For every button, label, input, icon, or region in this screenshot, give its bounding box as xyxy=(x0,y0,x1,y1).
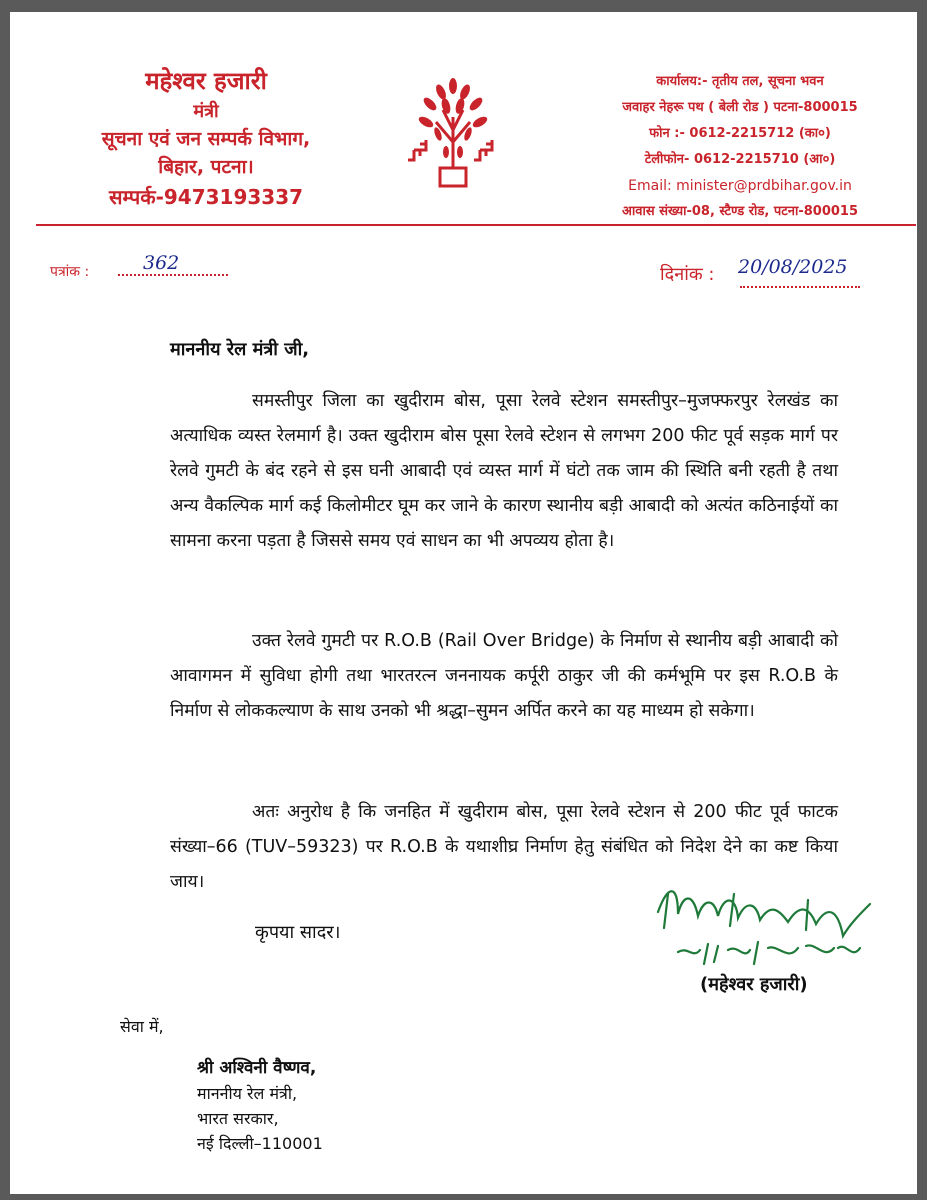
letterhead-right xyxy=(570,69,910,225)
email-address: Email: minister@prdbihar.gov.in xyxy=(628,178,852,194)
office-phone: फोन :- 0612-2215712 (का०) xyxy=(649,126,831,141)
paragraph-1: समस्तीपुर जिला का खुदीराम बोस, पूसा रेलवे स्टेशन समस्तीपुर–मुजफ्फरपुर रेलखंड का अत्याधिक व्यस्त रेलमार्ग है। उक्त खुदीराम बोस पूसा रेलवे स्टेशन से लगभग 200 फीट पूर्व सड़क मार्ग पर रेलवे गुमटी के बंद रहने से इस घनी आबादी एवं व्यस्त मार्ग में घंटो तक जाम की स्थिति बनी रहती है तथा अन्य वैकल्पिक मार्ग कई किलोमीटर घूम कर जाने के कारण स्थानीय बड़ी आबादी को अत्यंत कठिनाईयों का सामना करना पड़ता है जिससे समय एवं साधन का भी अपव्यय होता है। xyxy=(170,391,838,551)
signatory-name: (महेश्वर हजारी) xyxy=(700,974,808,995)
letter-page xyxy=(10,12,917,1194)
ref-label: पत्रांक : xyxy=(50,264,90,280)
residence-phone: टेलीफोन- 0612-2215710 (आ०) xyxy=(644,152,836,167)
letterhead-left xyxy=(56,64,356,210)
minister-designation: मंत्री xyxy=(193,101,219,122)
ref-dotted-line xyxy=(118,274,228,276)
salutation: माननीय रेल मंत्री जी, xyxy=(170,339,310,360)
recipient-address xyxy=(197,1056,323,1156)
date-value: 20/08/2025 xyxy=(738,256,848,278)
department-city: बिहार, पटना। xyxy=(158,156,254,178)
office-road: जवाहर नेहरू पथ ( बेली रोड ) पटना-800015 xyxy=(622,100,858,115)
recipient-name: श्री अश्विनी वैष्णव, xyxy=(197,1058,317,1078)
department-name: सूचना एवं जन सम्पर्क विभाग, xyxy=(101,128,311,150)
recipient-city: नई दिल्ली–110001 xyxy=(197,1134,323,1153)
recipient-title: माननीय रेल मंत्री, xyxy=(197,1084,298,1103)
handwritten-signature xyxy=(638,864,878,974)
minister-name: महेश्वर हजारी xyxy=(145,67,267,95)
contact-number: सम्पर्क-9473193337 xyxy=(108,185,304,209)
date-label: दिनांक : xyxy=(660,264,715,285)
office-address: कार्यालय:- तृतीय तल, सूचना भवन xyxy=(656,74,824,89)
residence-address: आवास संख्या-08, स्टैण्ड रोड, पटना-800015 xyxy=(622,204,858,219)
paragraph-3: अतः अनुरोध है कि जनहित में खुदीराम बोस, पूसा रेलवे स्टेशन से 200 फीट पूर्व फाटक संख्या–66 (TUV–59323) पर R.O.B के यथाशीघ्र निर्माण हेतु संबंधित को निदेश देने का कष्ट किया जाय। xyxy=(170,802,838,892)
letterhead-divider xyxy=(36,224,916,226)
recipient-org: भारत सरकार, xyxy=(197,1109,279,1128)
date-dotted-line xyxy=(740,286,860,288)
paragraph-2: उक्त रेलवे गुमटी पर R.O.B (Rail Over Bridge) के निर्माण से स्थानीय बड़ी आबादी को आवागमन में सुविधा होगी तथा भारतरत्न जननायक कर्पूरी ठाकुर जी की कर्मभूमि पर इस R.O.B के निर्माण से लोककल्याण के साथ उनको भी श्रद्धा–सुमन अर्पित करने का यह माध्यम हो सकेगा। xyxy=(170,631,838,721)
recipient-intro: सेवा में, xyxy=(120,1017,164,1036)
ref-number: 362 xyxy=(143,252,180,274)
bihar-emblem-logo xyxy=(408,72,498,192)
closing-line: कृपया सादर। xyxy=(255,922,341,943)
